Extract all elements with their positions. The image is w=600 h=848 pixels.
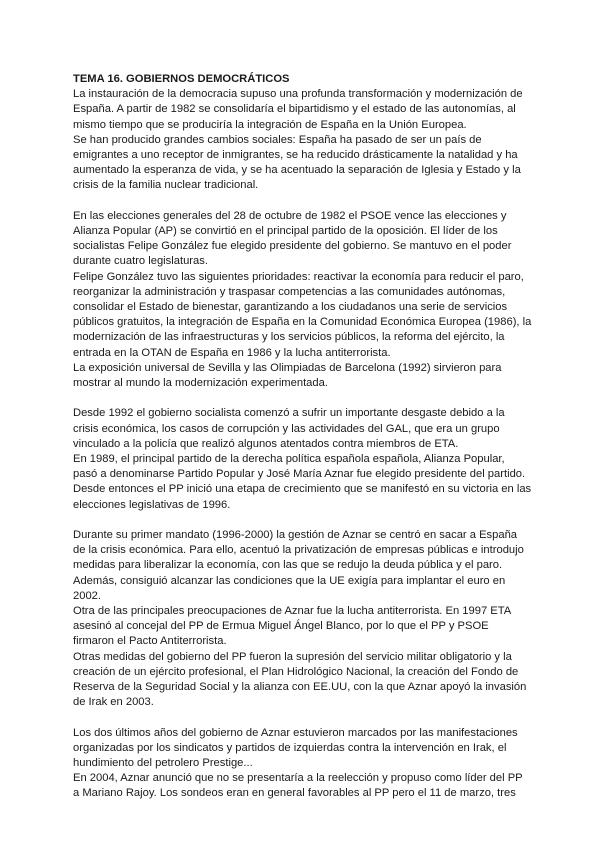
text-line: durante cuatro legislaturas.	[73, 255, 208, 268]
text-line: crisis económica, los casos de corrupción y las actividades del GAL, que era un grupo	[73, 422, 500, 435]
text-line: Desde 1992 el gobierno socialista comenzó a sufrir un importante desgaste debido a la	[73, 407, 505, 420]
text-line: En 1989, el principal partido de la derecha política española española, Alianza Popular,	[73, 453, 505, 466]
text-line: emigrantes a uno receptor de inmigrantes, se ha reducido drásticamente la natalidad y ha	[73, 149, 518, 162]
section-gap	[73, 710, 540, 725]
text-line: Felipe González tuvo las siguientes prioridades: reactivar la economía para reducir el paro,	[73, 270, 524, 283]
paragraph	[73, 133, 540, 194]
text-line: elecciones legislativas de 1996.	[73, 498, 231, 511]
text-line: En las elecciones generales del 28 de octubre de 1982 el PSOE vence las elecciones y	[73, 209, 507, 222]
paragraph	[73, 528, 540, 604]
text-line: socialistas Felipe González fue elegido presidente del gobierno. Se mantuvo en el poder	[73, 240, 512, 253]
text-line: Otra de las principales preocupaciones de Aznar fue la lucha antiterrorista. En 1997 ETA	[73, 605, 512, 618]
text-line: de la crisis económica. Para ello, acentuó la privatización de empresas públicas e introdujo	[73, 544, 524, 557]
text-line: consolidar el Estado de bienestar, garantizando a los ciudadanos una serie de servicios	[73, 301, 508, 314]
text-line: Además, consiguió alcanzar las condiciones que la UE exigía para implantar el euro en	[73, 574, 506, 587]
paragraph	[73, 482, 540, 512]
text-line: Los dos últimos años del gobierno de Aznar estuvieron marcados por las manifestaciones	[73, 726, 518, 739]
text-line: pasó a denominarse Partido Popular y José María Aznar fue elegido presidente del partido.	[73, 468, 526, 481]
text-line: En 2004, Aznar anunció que no se presentaría a la reelección y propuso como líder del PP	[73, 772, 523, 785]
text-line: modernización de las infraestructuras y los servicios públicos, la reforma del ejército, la	[73, 331, 505, 344]
document-body	[73, 87, 540, 801]
paragraph	[73, 650, 540, 711]
section-gap	[73, 194, 540, 209]
text-line: medidas para liberalizar la economía, con las que se redujo la deuda pública y el paro.	[73, 559, 503, 572]
text-line: mismo tiempo que se produciría la integración de España en la Unión Europea.	[73, 118, 467, 131]
document-title: TEMA 16. GOBIERNOS DEMOCRÁTICOS	[73, 73, 290, 85]
paragraph	[73, 406, 540, 452]
paragraph	[73, 361, 540, 391]
paragraph	[73, 771, 540, 801]
paragraph	[73, 87, 540, 133]
text-line: organizadas por los sindicatos y partidos de izquierdas contra la intervención en Irak, el	[73, 741, 507, 754]
text-line: públicos gratuitos, la integración de España en la Comunidad Económica Europea (1986), la	[73, 316, 532, 329]
text-line: 2002.	[73, 589, 101, 602]
text-line: Se han producido grandes cambios sociales: España ha pasado de ser un país de	[73, 133, 482, 146]
text-line: España. A partir de 1982 se consolidaría el bipartidismo y el estado de las autonomías, al	[73, 103, 516, 116]
section-gap	[73, 513, 540, 528]
text-line: hundimiento del petrolero Prestige...	[73, 757, 253, 770]
text-line: creación de un ejército profesional, el Plan Hidrológico Nacional, la creación del Fondo de	[73, 665, 519, 678]
paragraph	[73, 604, 540, 650]
text-line: crisis de la familia nuclear tradicional.	[73, 179, 259, 192]
text-line: entrada en la OTAN de España en 1986 y la lucha antiterrorista.	[73, 346, 391, 359]
paragraph	[73, 209, 540, 270]
text-line: Alianza Popular (AP) se convirtió en el principal partido de la oposición. El líder de los	[73, 225, 498, 238]
text-line: Desde entonces el PP inició una etapa de crecimiento que se manifestó en su victoria en las	[73, 483, 532, 496]
paragraph	[73, 270, 540, 361]
paragraph	[73, 452, 540, 482]
section-gap	[73, 391, 540, 406]
paragraph	[73, 726, 540, 772]
text-line: La exposición universal de Sevilla y las Olimpiadas de Barcelona (1992) sirvieron para	[73, 361, 502, 374]
text-line: Reserva de la Seguridad Social y la alianza con EE.UU, con la que Aznar apoyó la invasión	[73, 681, 527, 694]
text-line: de Irak en 2003.	[73, 696, 154, 709]
text-line: asesinó al concejal del PP de Ermua Miguel Ángel Blanco, por lo que el PP y PSOE	[73, 620, 489, 633]
text-line: La instauración de la democracia supuso una profunda transformación y modernización de	[73, 88, 523, 101]
text-line: vinculado a la policía que realizó algunos atentados contra miembros de ETA.	[73, 437, 459, 450]
text-line: Otras medidas del gobierno del PP fueron la supresión del servicio militar obligatorio y la	[73, 650, 512, 663]
text-line: mostrar al mundo la modernización experimentada.	[73, 377, 328, 390]
text-line: a Mariano Rajoy. Los sondeos eran en general favorables al PP pero el 11 de marzo, tres	[73, 787, 516, 800]
text-line: Durante su primer mandato (1996-2000) la gestión de Aznar se centró en sacar a España	[73, 529, 518, 542]
text-line: firmaron el Pacto Antiterrorista.	[73, 635, 227, 648]
text-line: aumentado la esperanza de vida, y se ha acentuado la separación de Iglesia y Estado y la	[73, 164, 521, 177]
text-line: reorganizar la administración y traspasar competencias a las comunidades autónomas,	[73, 285, 506, 298]
